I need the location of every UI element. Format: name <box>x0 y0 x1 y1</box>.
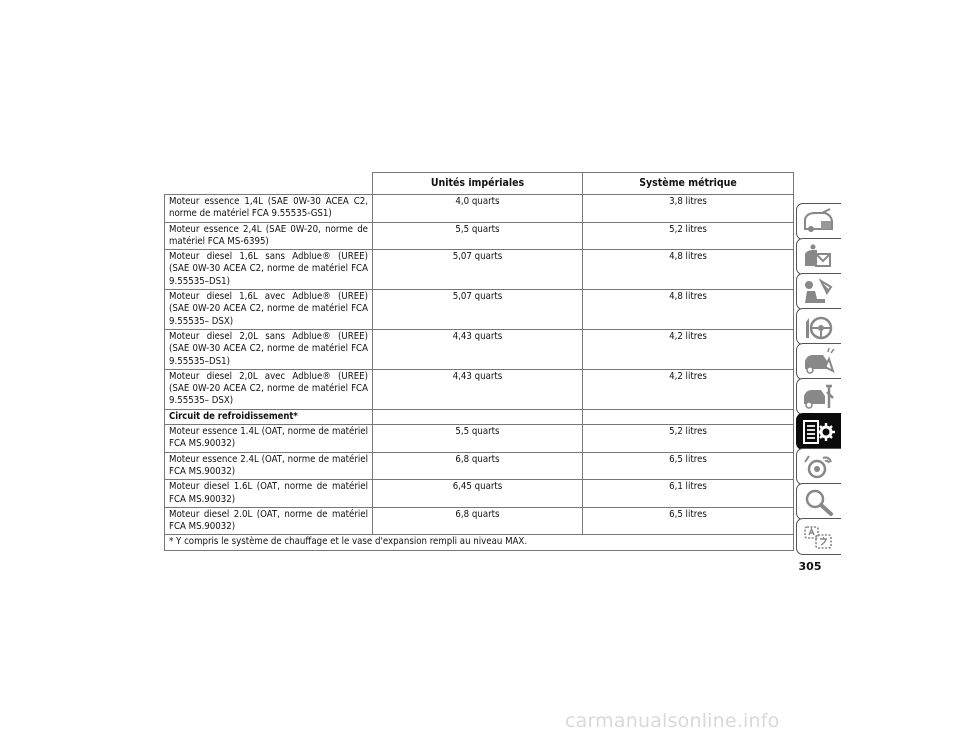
row-label: Moteur diesel 2,0L avec Adblue® (UREE) (SAE 0W-20 ACEA C2, norme de matériel FCA 9.55535– DSX) <box>165 369 373 409</box>
header-blank <box>165 173 373 195</box>
table-row <box>165 369 794 409</box>
row-metric: 5,2 litres <box>583 425 794 453</box>
row-imperial: 6,8 quarts <box>373 452 583 480</box>
row-imperial: 4,43 quarts <box>373 369 583 409</box>
watermark: carmanualsonline.info <box>565 710 780 732</box>
row-metric: 4,2 litres <box>583 329 794 369</box>
tab-search[interactable] <box>796 483 841 520</box>
row-label: Moteur essence 1,4L (SAE 0W-30 ACEA C2, norme de matériel FCA 9.55535-GS1) <box>165 195 373 223</box>
car-dashboard-icon <box>801 207 837 237</box>
tab-multimedia[interactable] <box>796 448 841 485</box>
page-number: 305 <box>798 560 822 573</box>
car-service-icon <box>801 382 837 412</box>
tab-car-dashboard[interactable] <box>796 203 841 240</box>
multimedia-icon <box>801 452 837 482</box>
row-imperial: 5,5 quarts <box>373 425 583 453</box>
footnote-row <box>165 535 794 550</box>
row-label: Moteur essence 1.4L (OAT, norme de matériel FCA MS.90032) <box>165 425 373 453</box>
section-label: Circuit de refroidissement* <box>165 409 373 424</box>
row-imperial: 4,0 quarts <box>373 195 583 223</box>
row-label: Moteur diesel 1,6L sans Adblue® (UREE) (SAE 0W-30 ACEA C2, norme de matériel FCA 9.55535–DS1) <box>165 250 373 290</box>
tab-car-service[interactable] <box>796 378 841 415</box>
tab-messages[interactable] <box>796 238 841 275</box>
section-empty-cell <box>583 409 794 424</box>
steering-wheel-icon <box>801 312 837 342</box>
car-crash-icon <box>801 347 837 377</box>
row-label: Moteur essence 2.4L (OAT, norme de matériel FCA MS.90032) <box>165 452 373 480</box>
row-metric: 4,8 litres <box>583 290 794 330</box>
table-row <box>165 507 794 535</box>
search-icon <box>801 487 837 517</box>
tab-technical-specs[interactable] <box>796 413 841 450</box>
table-row <box>165 195 794 223</box>
table-row <box>165 222 794 250</box>
table-row <box>165 425 794 453</box>
table-row <box>165 452 794 480</box>
row-metric: 6,1 litres <box>583 480 794 508</box>
table-header-row <box>165 173 794 195</box>
row-imperial: 5,07 quarts <box>373 250 583 290</box>
languages-icon <box>801 522 837 552</box>
row-imperial: 6,8 quarts <box>373 507 583 535</box>
row-label: Moteur diesel 1.6L (OAT, norme de matériel FCA MS.90032) <box>165 480 373 508</box>
row-imperial: 6,45 quarts <box>373 480 583 508</box>
row-label: Moteur essence 2,4L (SAE 0W-20, norme de matériel FCA MS-6395) <box>165 222 373 250</box>
tab-car-crash[interactable] <box>796 343 841 380</box>
row-label: Moteur diesel 2,0L sans Adblue® (UREE) (SAE 0W-30 ACEA C2, norme de matériel FCA 9.55535–DS1) <box>165 329 373 369</box>
tab-airbag-seat[interactable] <box>796 273 841 310</box>
row-metric: 6,5 litres <box>583 452 794 480</box>
messages-icon <box>801 242 837 272</box>
row-label: Moteur diesel 2.0L (OAT, norme de matériel FCA MS.90032) <box>165 507 373 535</box>
header-imperial: Unités impériales <box>373 173 583 195</box>
row-label: Moteur diesel 1,6L avec Adblue® (UREE) (SAE 0W-20 ACEA C2, norme de matériel FCA 9.55535– DSX) <box>165 290 373 330</box>
row-metric: 3,8 litres <box>583 195 794 223</box>
row-imperial: 5,07 quarts <box>373 290 583 330</box>
row-metric: 4,8 litres <box>583 250 794 290</box>
row-imperial: 4,43 quarts <box>373 329 583 369</box>
row-metric: 5,2 litres <box>583 222 794 250</box>
section-row <box>165 409 794 424</box>
table-row <box>165 480 794 508</box>
section-empty-cell <box>373 409 583 424</box>
technical-specs-icon <box>801 417 837 447</box>
footnote: * Y compris le système de chauffage et le vase d'expansion rempli au niveau MAX. <box>165 535 794 550</box>
row-metric: 4,2 litres <box>583 369 794 409</box>
table-row <box>165 290 794 330</box>
tab-languages[interactable] <box>796 518 841 555</box>
airbag-seat-icon <box>801 277 837 307</box>
header-metric: Système métrique <box>583 173 794 195</box>
tab-steering-wheel[interactable] <box>796 308 841 345</box>
row-metric: 6,5 litres <box>583 507 794 535</box>
table-row <box>165 329 794 369</box>
table-row <box>165 250 794 290</box>
row-imperial: 5,5 quarts <box>373 222 583 250</box>
capacities-table <box>164 172 794 551</box>
